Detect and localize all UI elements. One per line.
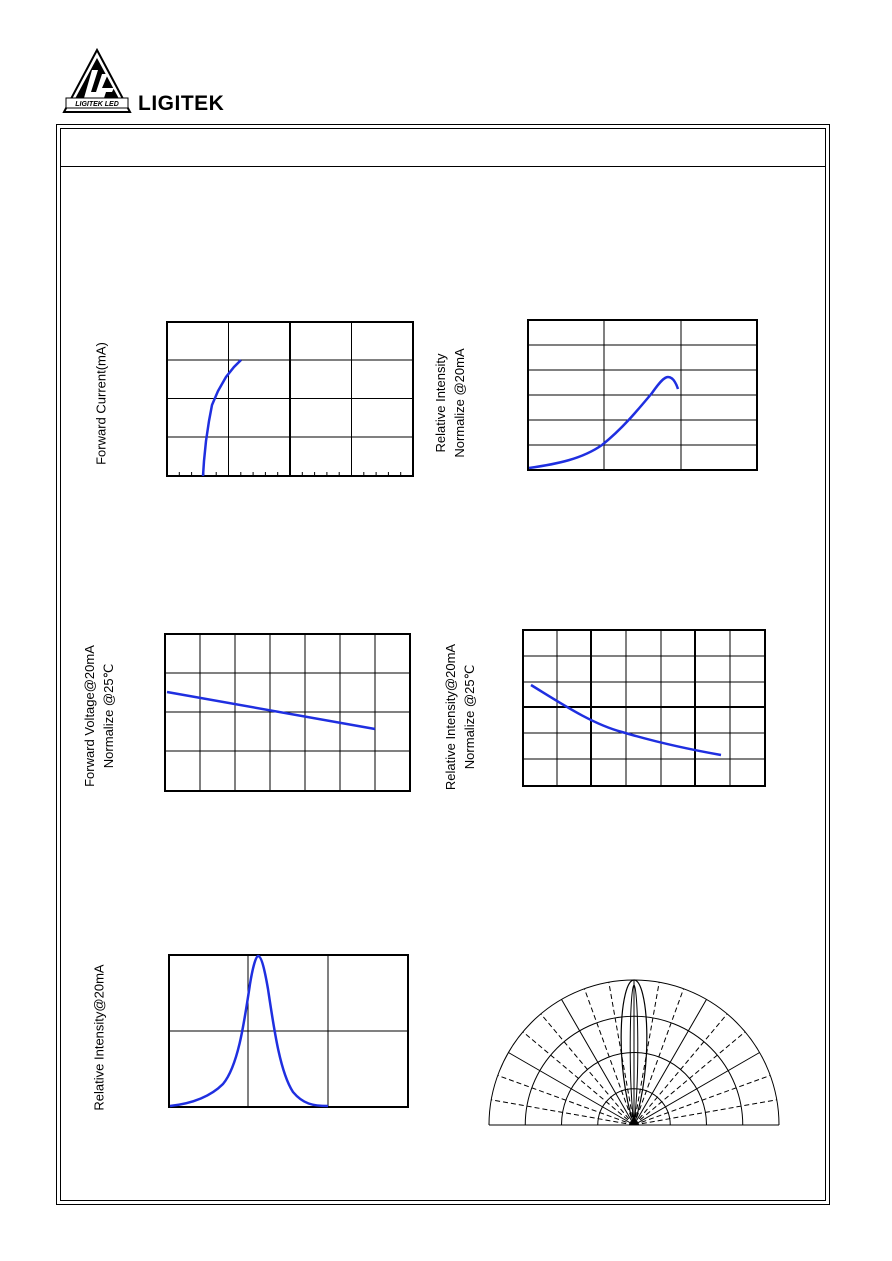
brand-name: LIGITEK <box>138 92 225 115</box>
radiation-diagram <box>484 972 784 1128</box>
relative-intensity-current-ylabel: Relative Intensity Normalize @20mA <box>433 348 467 458</box>
forward-voltage-temp-ylabel: Forward Voltage@20mA Normalize @25℃ <box>82 645 116 787</box>
forward-voltage-temp-curve <box>167 692 375 729</box>
forward-current-curve <box>203 360 241 476</box>
forward-current-ylabel: Forward Current(mA) <box>93 342 109 465</box>
relative-intensity-temp-ylabel: Relative Intensity@20mA Normalize @25℃ <box>443 643 477 791</box>
ligitek-logo <box>62 48 132 116</box>
relative-intensity-current-chart <box>527 319 758 471</box>
forward-current-chart <box>166 321 414 477</box>
svg-text:LIGITEK LED: LIGITEK LED <box>75 101 119 108</box>
forward-voltage-temp-chart <box>164 633 411 792</box>
spectrum-ylabel: Relative Intensity@20mA <box>91 964 107 1111</box>
header-divider <box>60 166 826 167</box>
relative-intensity-temp-chart <box>522 629 766 787</box>
spectrum-chart <box>168 954 409 1108</box>
